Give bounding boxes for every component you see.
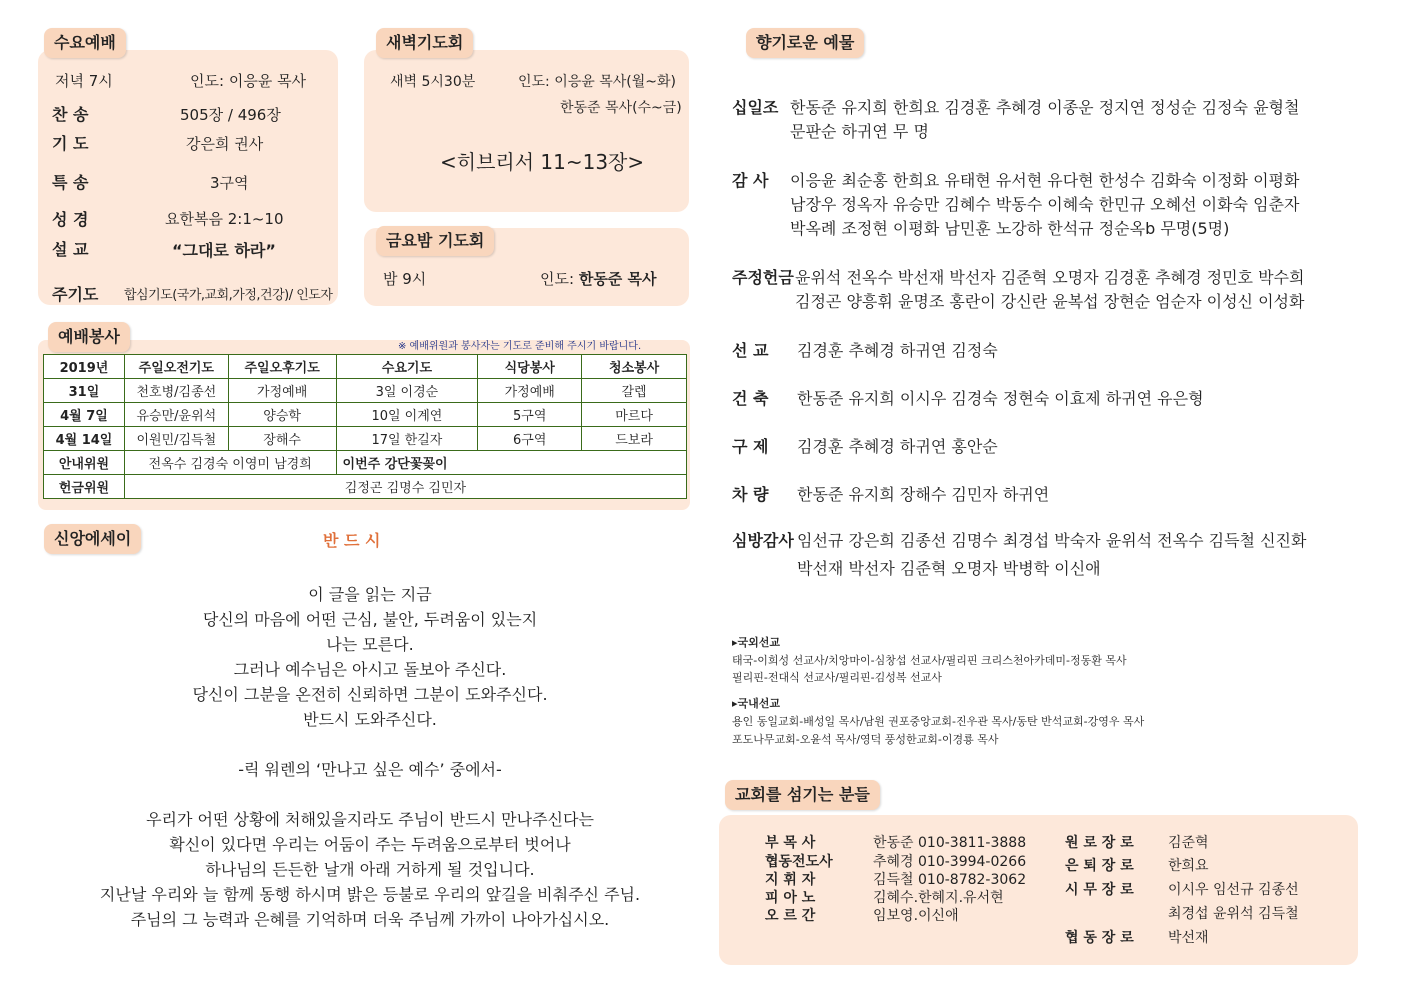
- friday-tab: 금요밤 기도회: [376, 226, 494, 256]
- table-cell: 가정예배: [228, 379, 336, 403]
- offering-names: 한동준 유지희 이시우 김경숙 정현숙 이효제 하귀연 유은형: [797, 389, 1204, 408]
- essay-line: 나는 모른다.: [326, 635, 414, 654]
- table-cell: 장해수: [228, 427, 336, 451]
- service-header-wed: 수요기도: [336, 355, 478, 379]
- essay-line: 확신이 있다면 우리는 어둠이 주는 두려움으로부터 벗어나: [169, 835, 571, 854]
- friday-time: 밤 9시: [383, 270, 427, 288]
- main-prayer-value: 합심기도(국가,교회,가정,건강)/ 인도자: [124, 288, 333, 303]
- offering-names: 박옥례 조정현 이평화 남민훈 노강하 한석규 정순옥b 무명(5명): [790, 219, 1230, 238]
- servant-value: 김득철 010-8782-3062: [873, 872, 1027, 888]
- essay-line: 하나님의 든든한 날개 아래 거하게 될 것입니다.: [205, 860, 535, 879]
- servants-tab: 교회를 섬기는 분들: [725, 780, 880, 810]
- elder-label: 원 로 장 로: [1065, 835, 1134, 851]
- table-cell: 드보라: [582, 427, 687, 451]
- main-prayer-label: 주기도: [52, 285, 99, 304]
- elder-value: 이시우 임선규 김종선: [1168, 882, 1299, 898]
- domestic-mission-line: 포도나무교회-오윤석 목사/영덕 풍성한교회-이경룡 목사: [732, 733, 999, 746]
- servant-value: 임보영.이신애: [873, 908, 959, 924]
- wednesday-time: 저녁 7시: [55, 72, 113, 90]
- offering-label-weekly: 주정헌금: [732, 268, 794, 287]
- offering-names: 윤위석 전옥수 박선재 박선자 김준혁 오명자 김경훈 추혜경 정민호 박수희: [795, 268, 1305, 287]
- hymn-label: 찬 송: [52, 105, 89, 124]
- offering-label-thanks: 감 사: [732, 171, 769, 190]
- offering-committee-label: 헌금위원: [44, 475, 125, 499]
- table-cell: 양승학: [228, 403, 336, 427]
- offering-names: 임선규 강은희 김종선 김명수 최경섭 박숙자 윤위석 전옥수 김득철 신진화: [797, 531, 1307, 550]
- wednesday-leader-name: 이응윤 목사: [228, 72, 307, 90]
- guide-value: 전옥수 김경숙 이영미 남경희: [124, 451, 336, 475]
- essay-line: 당신의 마음에 어떤 근심, 불안, 두려움이 있는지: [202, 610, 538, 629]
- service-header-kitchen: 식당봉사: [478, 355, 582, 379]
- table-cell: 유승만/윤위석: [124, 403, 228, 427]
- dawn-book: <히브리서 11~13장>: [440, 150, 645, 174]
- scripture-label: 성 경: [52, 210, 89, 229]
- offering-names: 남장우 정옥자 유승만 김혜수 박동수 이혜숙 한민규 오혜선 이화숙 임춘자: [790, 195, 1300, 214]
- offering-committee-value: 김정곤 김명수 김민자: [124, 475, 686, 499]
- essay-line: 이 글을 읽는 지금: [308, 585, 432, 604]
- special-label: 특 송: [52, 173, 89, 192]
- dawn-tab: 새벽기도회: [376, 28, 473, 58]
- offering-label-visit: 심방감사: [732, 531, 794, 550]
- essay-line: 반드시 도와주신다.: [303, 710, 437, 729]
- guide-row: [44, 451, 687, 475]
- dawn-leader-1: 인도: 이응윤 목사(월~화): [518, 74, 676, 90]
- domestic-mission-line: 용인 동일교회-배성일 목사/남원 권포중앙교회-진우관 목사/동탄 반석교회-강영우 목사: [732, 715, 1145, 728]
- hymn-value: 505장 / 496장: [180, 106, 281, 124]
- offering-names: 문판순 하귀연 무 명: [790, 122, 929, 141]
- friday-leader-label: 인도:: [540, 270, 575, 288]
- special-value: 3구역: [210, 174, 249, 192]
- sermon-label: 설 교: [52, 240, 89, 259]
- essay-line: 그러나 예수님은 아시고 돌보아 주신다.: [233, 660, 507, 679]
- service-header-row: [44, 355, 687, 379]
- servant-label: 협동전도사: [765, 854, 833, 870]
- table-cell: 3일 이경순: [336, 379, 478, 403]
- offering-names: 김경훈 추혜경 하귀연 홍안순: [797, 437, 998, 456]
- offering-label-tithe: 십일조: [732, 98, 779, 117]
- servant-value: 김혜수.한혜지.유서현: [873, 890, 1004, 906]
- table-cell: 5구역: [478, 403, 582, 427]
- foreign-mission-line: 필리핀-전대식 선교사/필리핀-김성복 선교사: [732, 671, 942, 684]
- table-cell: 마르다: [582, 403, 687, 427]
- offering-names: 이응윤 최순홍 한희요 유태현 유서현 유다현 한성수 김화숙 이정화 이평화: [790, 171, 1300, 190]
- offering-label-vehicle: 차 량: [732, 485, 769, 504]
- offering-label-relief: 구 제: [732, 437, 769, 456]
- table-cell: 17일 한길자: [336, 427, 478, 451]
- service-note: ※ 예배위원과 봉사자는 기도로 준비해 주시기 바랍니다.: [398, 341, 642, 352]
- table-cell: 가정예배: [478, 379, 582, 403]
- service-table: [43, 354, 687, 499]
- flower-label: 이번주 강단꽃꽂이: [336, 451, 686, 475]
- offering-label-building: 건 축: [732, 389, 769, 408]
- table-cell: 천호병/김종선: [124, 379, 228, 403]
- service-tab: 예배봉사: [48, 322, 130, 352]
- prayer-label: 기 도: [52, 134, 89, 153]
- elder-value: 박선재: [1168, 930, 1209, 946]
- scripture-value: 요한복음 2:1~10: [165, 210, 284, 228]
- table-cell: 6구역: [478, 427, 582, 451]
- service-header-sun-am: 주일오전기도: [124, 355, 228, 379]
- friday-leader-name: 한동준 목사: [578, 270, 657, 288]
- offering-label-mission: 선 교: [732, 341, 769, 360]
- friday-leader: [540, 268, 657, 289]
- prayer-value: 강은희 권사: [186, 135, 264, 153]
- offering-names: 한동준 유지희 한희요 김경훈 추혜경 이종운 정지연 정성순 김정숙 윤형철: [790, 98, 1300, 117]
- service-header-sun-pm: 주일오후기도: [228, 355, 336, 379]
- essay-line: 우리가 어떤 상황에 처해있을지라도 주님이 반드시 만나주신다는: [146, 810, 594, 829]
- foreign-mission-title: ▸국외선교: [732, 636, 781, 649]
- servant-value: 한동준 010-3811-3888: [873, 835, 1027, 851]
- table-cell: 10일 이계연: [336, 403, 478, 427]
- elder-value: 김준혁: [1168, 835, 1209, 851]
- foreign-mission-line: 태국-이희성 선교사/치앙마이-심창섭 선교사/필리핀 크리스천아카데미-정동환 목사: [732, 654, 1127, 667]
- wednesday-leader-label: 인도:: [190, 72, 225, 90]
- table-row: [44, 379, 687, 403]
- guide-label: 안내위원: [44, 451, 125, 475]
- servant-label: 부 목 사: [765, 835, 816, 851]
- essay-tab: 신앙에세이: [44, 524, 141, 554]
- essay-source: -릭 워렌의 ‘만나고 싶은 예수’ 중에서-: [238, 760, 502, 779]
- table-cell: 갈렙: [582, 379, 687, 403]
- elder-label: 은 퇴 장 로: [1065, 858, 1134, 874]
- table-row: [44, 403, 687, 427]
- domestic-mission-title: ▸국내선교: [732, 697, 781, 710]
- service-header-year: 2019년: [44, 355, 125, 379]
- dawn-leader-2: 한동준 목사(수~금): [560, 100, 682, 116]
- essay-line: 지난날 우리와 늘 함께 동행 하시며 밝은 등불로 우리의 앞길을 비춰주신 주님.: [99, 885, 641, 904]
- wednesday-leader: [190, 70, 306, 91]
- table-cell: 이원민/김득철: [124, 427, 228, 451]
- elder-value: 최경섭 윤위석 김득철: [1168, 906, 1299, 922]
- servant-value: 추혜경 010-3994-0266: [873, 854, 1027, 870]
- table-cell: 4월 14일: [44, 427, 125, 451]
- table-row: [44, 427, 687, 451]
- table-cell: 31일: [44, 379, 125, 403]
- offering-names: 김경훈 추혜경 하귀연 김정숙: [797, 341, 998, 360]
- servant-label: 오 르 간: [765, 908, 816, 924]
- elder-label: 협 동 장 로: [1065, 930, 1134, 946]
- essay-line: 주님의 그 능력과 은혜를 기억하며 더욱 주님께 가까이 나아가십시오.: [130, 910, 610, 929]
- offering-committee-row: [44, 475, 687, 499]
- offering-names: 김정곤 양흥휘 윤명조 홍란이 강신란 윤복섭 장현순 엄순자 이성신 이성화: [795, 292, 1305, 311]
- elder-value: 한희요: [1168, 858, 1209, 874]
- offering-names: 박선재 박선자 김준혁 오명자 박병학 이신애: [797, 559, 1101, 578]
- dawn-time: 새벽 5시30분: [390, 74, 476, 90]
- service-header-cleaning: 청소봉사: [582, 355, 687, 379]
- wednesday-tab: 수요예배: [44, 28, 126, 58]
- servant-label: 피 아 노: [765, 890, 816, 906]
- offering-names: 한동준 유지희 장해수 김민자 하귀연: [797, 485, 1050, 504]
- table-cell: 4월 7일: [44, 403, 125, 427]
- elder-label: 시 무 장 로: [1065, 882, 1134, 898]
- essay-line: 당신이 그분을 온전히 신뢰하면 그분이 도와주신다.: [192, 685, 548, 704]
- sermon-value: “그대로 하라”: [172, 241, 276, 260]
- essay-title: 반 드 시: [323, 531, 381, 550]
- offerings-tab: 향기로운 예물: [746, 28, 864, 58]
- servant-label: 지 휘 자: [765, 872, 816, 888]
